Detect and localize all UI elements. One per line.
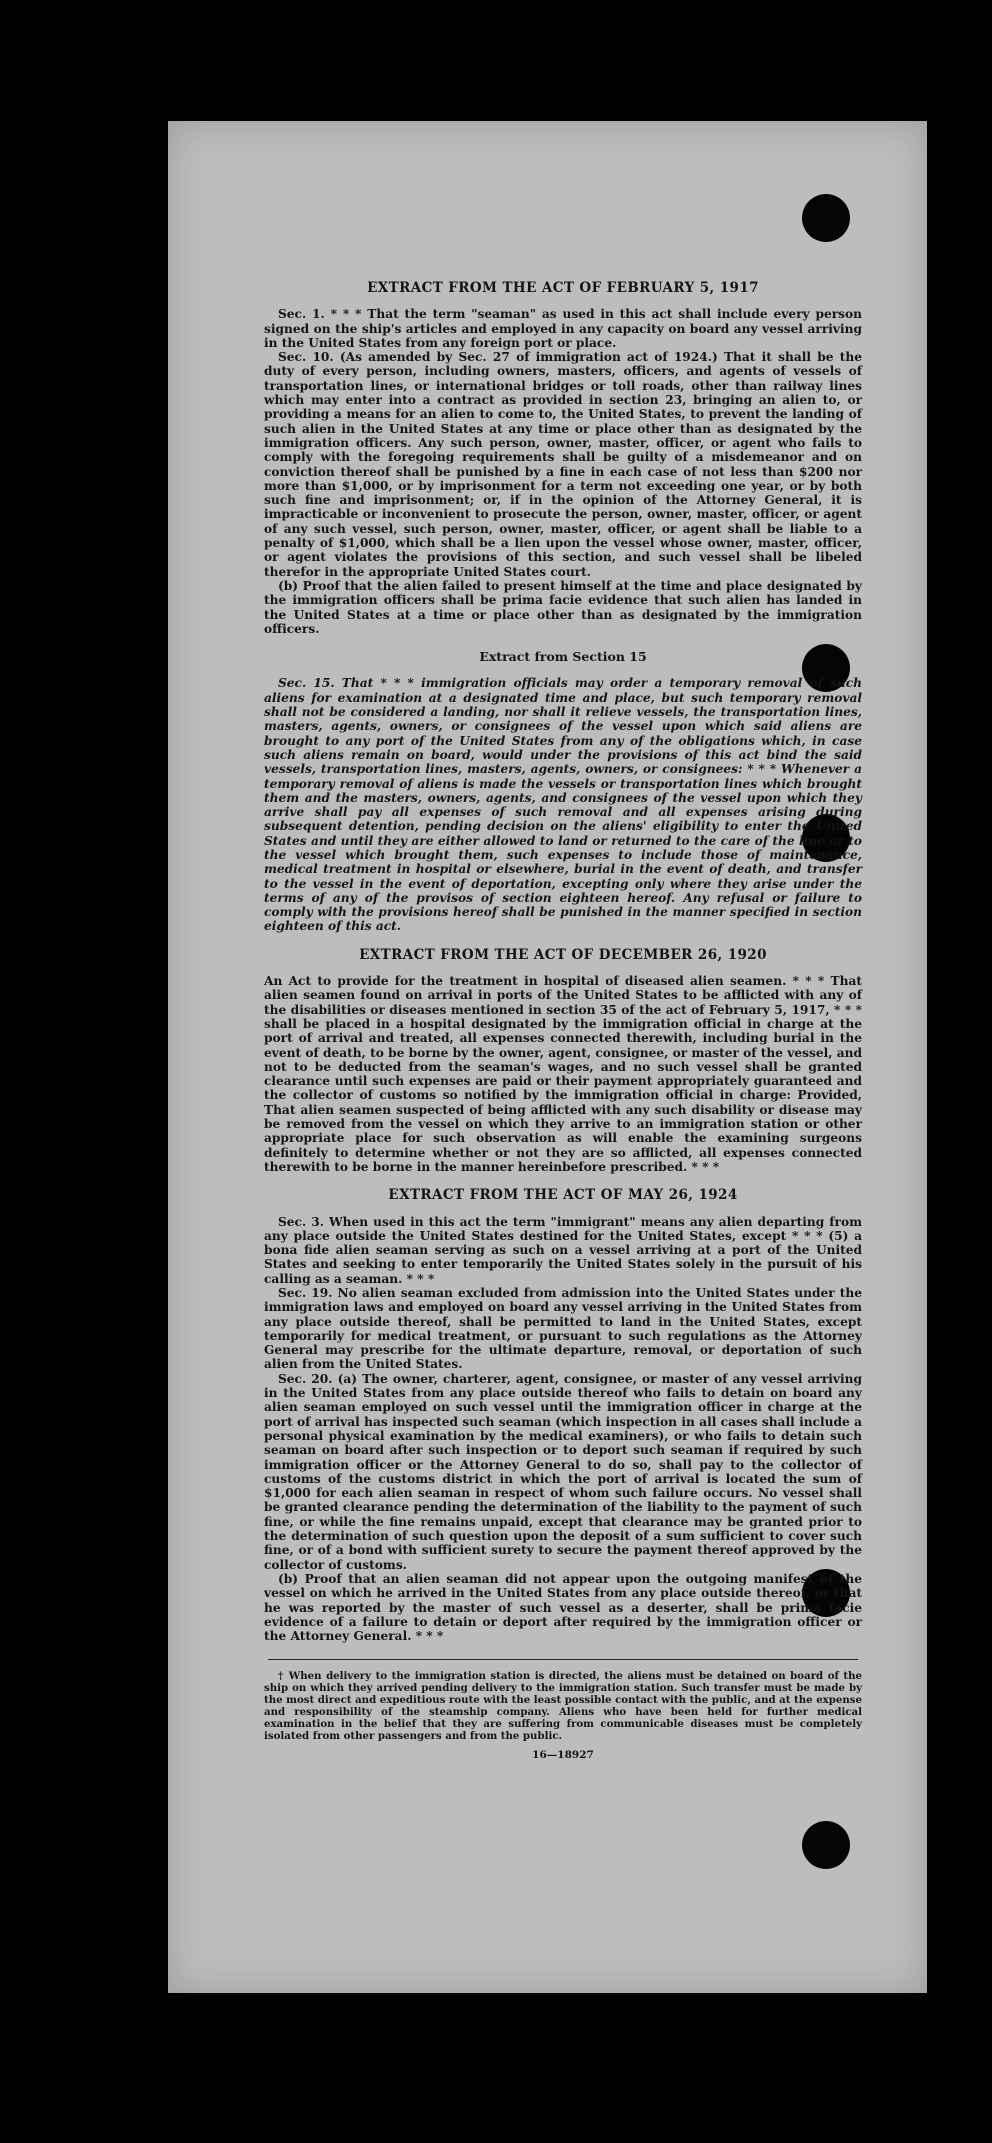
paragraph-sec-10: Sec. 10. (As amended by Sec. 27 of immigration act of 1924.) That it shall be the duty of every person, including owners, masters, officers, and agents of vessels of transportation lines, or international bridges or toll roads, other than railway lines which may enter into a contract as provided in section 23, bringing an alien to, or providing a means for an alien to come to, the United States, to prevent the landing of such alien in the United States at any time or place other than as designated by the immigration officers. Any such person, owner, master, officer, or agent who fails to comply with the foregoing requirements shall be guilty of a misdemeanor and on conviction thereof shall be punished by a fine in each case of not less than $200 nor more than $1,000, or by imprisonment for a term not exceeding one year, or by both such fine and imprisonment; or, if in the opinion of the Attorney General, it is impracticable or inconvenient to prosecute the person, owner, master, officer, or agent of any such vessel, such person, owner, master, officer, or agent shall be liable to a penalty of $1,000, which shall be a lien upon the vessel whose owner, master, officer, or agent violates the provisions of this section, and such vessel shall be libeled therefor in the appropriate United States court.	[264, 350, 862, 579]
paragraph-sec-20a: Sec. 20. (a) The owner, charterer, agent, consignee, or master of any vessel arriving in the United States from any place outside thereof who fails to detain on board any alien seaman employed on such vessel until the immigration officer in charge at the port of arrival has inspected such seaman (which inspection in all cases shall include a personal physical examination by the medical examiners), or who fails to detain such seaman on board after such inspection or to deport such seaman if required by such immigration officer or the Attorney General to do so, shall pay to the collector of customs of the customs district in which the port of arrival is located the sum of $1,000 for each alien seaman in respect of whom such failure occurs. No vessel shall be granted clearance pending the determination of the liability to the payment of such fine, or while the fine remains unpaid, except that clearance may be granted prior to the determination of such question upon the deposit of a sum sufficient to cover such fine, or of a bond with sufficient surety to secure the payment thereof approved by the collector of customs.	[264, 1371, 862, 1572]
heading-act-1924: EXTRACT FROM THE ACT OF MAY 26, 1924	[388, 1187, 738, 1204]
document-text	[264, 271, 862, 1763]
paragraph-act-1920: An Act to provide for the treatment in hospital of diseased alien seamen. * * * That alien seamen found on arrival in ports of the United States to be afflicted with any of the disabilities or diseases mentioned in section 35 of the act of February 5, 1917, * * * shall be placed in a hospital designated by the immigration official in charge at the port of arrival and treated, all expenses connected therewith, including burial in the event of death, to be borne by the owner, agent, consignee, or master of the vessel, and not to be deducted from the seaman's wages, and no such vessel shall be granted clearance until such expenses are paid or their payment appropriately guaranteed and the collector of customs so notified by the immigration official in charge: Provided, That alien seamen suspected of being afflicted with any such disability or disease may be removed from the vessel on which they arrive to an immigration station or other appropriate place for such observation as will enable the examining surgeons definitely to determine whether or not they are so afflicted, all expenses connected therewith to be borne in the manner hereinbefore prescribed. * * *	[264, 974, 862, 1174]
punch-hole-bottom	[802, 1821, 850, 1869]
heading-act-1917: EXTRACT FROM THE ACT OF FEBRUARY 5, 1917	[367, 280, 759, 296]
footnote: † When delivery to the immigration station is directed, the aliens must be detained on board of the ship on which they arrived pending delivery to the immigration station. Such transfer must be made by the most direct and expeditious route with the least possible contact with the public, and at the expense and responsibility of the steamship company. Aliens who have been held for further medical examination in the belief that they are suffering from communicable diseases must be completely isolated from other passengers and from the public.	[264, 1670, 862, 1743]
punch-hole-top	[802, 194, 850, 242]
footnote-divider	[268, 1659, 858, 1660]
paragraph-sec-1: Sec. 1. * * * That the term "seaman" as used in this act shall include every person signed on the ship's articles and employed in any capacity on board any vessel arriving in the United States from any foreign port or place.	[264, 307, 862, 350]
paragraph-sec-19: Sec. 19. No alien seaman excluded from admission into the United States under the immigration laws and employed on board any vessel arriving in the United States from any place outside thereof, shall be permitted to land in the United States, except temporarily for medical treatment, or pursuant to such regulations as the Attorney General may prescribe for the ultimate departure, removal, or deportation of such alien from the United States.	[264, 1286, 862, 1372]
heading-section-15: Extract from Section 15	[479, 649, 647, 665]
paragraph-sec-20b: (b) Proof that an alien seaman did not appear upon the outgoing manifest of the vessel on which he arrived in the United States from any place outside thereof, or that he was reported by the master of such vessel as a deserter, shall be prima facie evidence of a failure to detain or deport after required by the immigration officer or the Attorney General. * * *	[264, 1571, 862, 1644]
paragraph-sec-10b: (b) Proof that the alien failed to present himself at the time and place designated by the immigration officers shall be prima facie evidence that such alien has landed in the United States at a time or place other than as designated by the immigration officers.	[264, 578, 862, 636]
paragraph-sec-15: Sec. 15. That * * * immigration officials may order a temporary removal of such aliens for examination at a designated time and place, but such temporary removal shall not be considered a landing, nor shall it relieve vessels, the transportation lines, masters, agents, owners, or consignees of the vessel upon which said aliens are brought to any port of the United States from any of the obligations which, in case such aliens remain on board, would under the provisions of this act bind the said vessels, transportation lines, masters, agents, owners, or consignees: * * * Whenever a temporary removal of aliens is made the vessels or transportation lines which brought them and the masters, owners, agents, and consignees of the vessel upon which they arrive shall pay all expenses of such removal and all expenses arising during subsequent detention, pending decision on the aliens' eligibility to enter the United States and until they are either allowed to land or returned to the care of the line or to the vessel which brought them, such expenses to include those of maintenance, medical treatment in hospital or elsewhere, burial in the event of death, and transfer to the vessel in the event of deportation, excepting only where they arise under the terms of any of the provisos of section eighteen hereof. Any refusal or failure to comply with the provisions hereof shall be punished in the manner specified in section eighteen of this act.	[264, 676, 862, 934]
heading-act-1920: EXTRACT FROM THE ACT OF DECEMBER 26, 1920	[359, 946, 767, 963]
document-page	[168, 121, 927, 1993]
paragraph-sec-3: Sec. 3. When used in this act the term "immigrant" means any alien departing from any place outside the United States destined for the United States, except * * * (5) a bona fide alien seaman serving as such on a vessel arriving at a port of the United States and seeking to enter temporarily the United States solely in the pursuit of his calling as a seaman. * * *	[264, 1214, 862, 1286]
form-number: 16—18927	[532, 1749, 594, 1762]
